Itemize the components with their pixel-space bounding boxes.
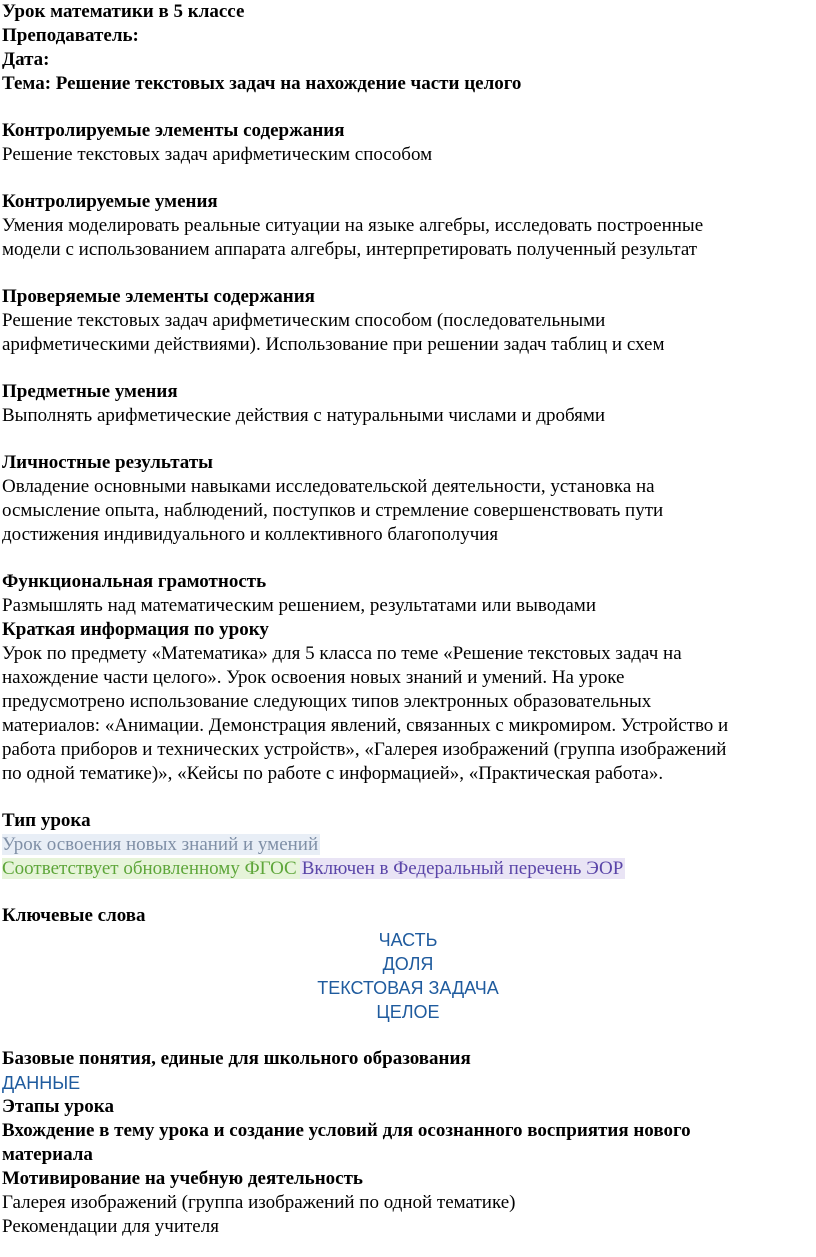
spacer xyxy=(2,1024,814,1047)
brief-info-text-line: нахождение части целого». Урок освоения новых знаний и умений. На уроке xyxy=(2,667,625,688)
personal-results-heading: Личностные результаты xyxy=(2,452,213,473)
keywords-heading: Ключевые слова xyxy=(2,905,146,926)
brief-info-text-line: работа приборов и технических устройств», «Галерея изображений (группа изображений xyxy=(2,739,727,760)
gallery-text: Галерея изображений (группа изображений по одной тематике) xyxy=(2,1192,516,1213)
teacher-label: Преподаватель: xyxy=(2,25,139,46)
lesson-type-heading: Тип урока xyxy=(2,810,91,831)
fgos-badge: Соответствует обновленному ФГОС xyxy=(2,858,300,879)
stages-heading: Этапы урока xyxy=(2,1096,114,1117)
personal-results-text-line: Овладение основными навыками исследовательской деятельности, установка на xyxy=(2,476,655,497)
brief-info-text-line: предусмотрено использование следующих типов электронных образовательных xyxy=(2,691,652,712)
controlled-skills-text-line: модели с использованием аппарата алгебры, интерпретировать полученный результат xyxy=(2,239,698,260)
keyword-item: ТЕКСТОВАЯ ЗАДАЧА xyxy=(317,978,499,998)
brief-info-heading: Краткая информация по уроку xyxy=(2,619,269,640)
brief-info-text-line: по одной тематике)», «Кейсы по работе с информацией», «Практическая работа». xyxy=(2,763,664,784)
lesson-type-row xyxy=(2,833,814,857)
base-concepts-value: ДАННЫЕ xyxy=(2,1073,81,1093)
brief-info-text-line: Урок по предмету «Математика» для 5 класса по теме «Решение текстовых задач на xyxy=(2,643,682,664)
personal-results-text-line: достижения индивидуального и коллективного благополучия xyxy=(2,524,499,545)
brief-info-text-line: материалов: «Анимации. Демонстрация явлений, связанных с микромиром. Устройство и xyxy=(2,715,729,736)
controlled-skills-text-line: Умения моделировать реальные ситуации на языке алгебры, исследовать построенные xyxy=(2,215,704,236)
controlled-skills-heading: Контролируемые умения xyxy=(2,191,218,212)
badges-row xyxy=(2,857,814,881)
spacer xyxy=(2,96,814,119)
spacer xyxy=(2,547,814,570)
stage-entry-line: Вхождение в тему урока и создание условий для осознанного восприятия нового xyxy=(2,1120,691,1141)
eor-badge: Включен в Федеральный перечень ЭОР xyxy=(301,858,624,879)
stage-motivation: Мотивирование на учебную деятельность xyxy=(2,1168,363,1189)
base-concepts-heading: Базовые понятия, единые для школьного образования xyxy=(2,1048,471,1069)
keyword-item: ДОЛЯ xyxy=(382,954,434,974)
checked-elements-text-line: арифметическими действиями). Использование при решении задач таблиц и схем xyxy=(2,334,665,355)
teacher-recommendations: Рекомендации для учителя xyxy=(2,1216,219,1237)
controlled-elements-heading: Контролируемые элементы содержания xyxy=(2,120,345,141)
checked-elements-text-line: Решение текстовых задач арифметическим способом (последовательными xyxy=(2,310,606,331)
lesson-title: Урок математики в 5 классе xyxy=(2,1,245,22)
stage-entry-line: материала xyxy=(2,1144,93,1165)
spacer xyxy=(2,786,814,809)
controlled-elements-text: Решение текстовых задач арифметическим способом xyxy=(2,144,433,165)
subject-skills-heading: Предметные умения xyxy=(2,381,178,402)
spacer xyxy=(2,428,814,451)
spacer xyxy=(2,167,814,190)
spacer xyxy=(2,357,814,380)
keyword-item: ЧАСТЬ xyxy=(378,930,438,950)
checked-elements-heading: Проверяемые элементы содержания xyxy=(2,286,315,307)
personal-results-text-line: осмысление опыта, наблюдений, поступков и стремление совершенствовать пути xyxy=(2,500,664,521)
subject-skills-text: Выполнять арифметические действия с натуральными числами и дробями xyxy=(2,405,606,426)
lesson-type-value: Урок освоения новых знаний и умений xyxy=(2,834,319,855)
keyword-item: ЦЕЛОЕ xyxy=(376,1002,440,1022)
functional-literacy-heading: Функциональная грамотность xyxy=(2,571,267,592)
spacer xyxy=(2,262,814,285)
spacer xyxy=(2,881,814,904)
functional-literacy-text: Размышлять над математическим решением, результатами или выводами xyxy=(2,595,596,616)
date-label: Дата: xyxy=(2,49,50,70)
lesson-topic: Тема: Решение текстовых задач на нахождение части целого xyxy=(2,73,522,94)
